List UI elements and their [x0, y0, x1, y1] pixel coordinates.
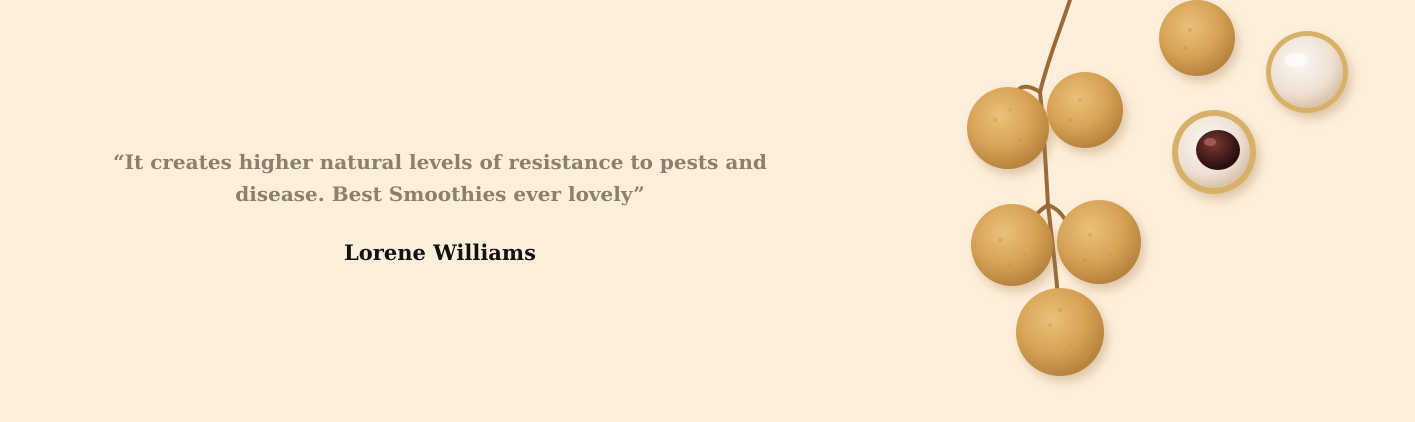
longan-fruit	[1016, 288, 1104, 376]
open-longan-seed	[1172, 110, 1256, 194]
testimonial-author: Lorene Williams	[344, 240, 536, 265]
longan-fruit	[1159, 0, 1235, 76]
longan-fruit	[1057, 200, 1141, 284]
longan-fruit-bunch-icon	[940, 0, 1415, 418]
longan-fruit	[967, 87, 1049, 169]
peeled-longan	[1266, 31, 1348, 113]
longan-fruit	[1047, 72, 1123, 148]
testimonial-block	[100, 146, 780, 268]
longan-fruit-image	[940, 0, 1415, 418]
testimonial-quote: “It creates higher natural levels of resistance to pests and disease. Best Smoothies ever lovely”	[113, 150, 767, 206]
longan-fruit	[971, 204, 1053, 286]
